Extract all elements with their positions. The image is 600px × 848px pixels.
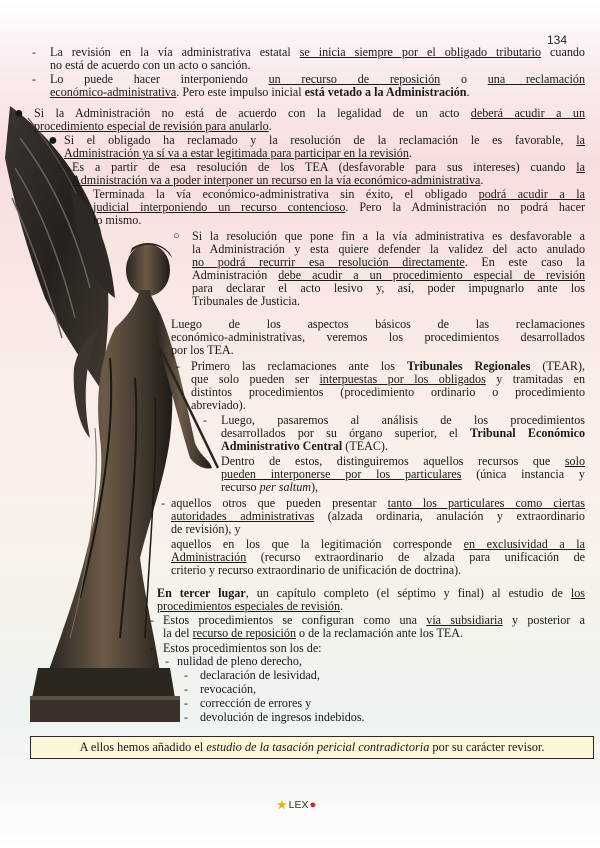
text-line: La revisión en la vía administrativa estatal se inicia siempre por el obligado tributario cuando xyxy=(50,45,585,59)
list-bullet: ○ xyxy=(57,161,64,173)
text-line: Es a partir de esa resolución de los TEA (desfavorable para sus intereses) cuando la xyxy=(72,160,585,174)
text-line: Administración (recurso extraordinario de alzada para unificación de xyxy=(171,550,585,564)
list-bullet: - xyxy=(176,359,180,373)
text-line: Administración debe acudir a un procedimiento especial de revisión xyxy=(192,268,585,282)
text-line: Primero las reclamaciones ante los Tribunales Regionales (TEAR), xyxy=(191,359,585,373)
note-text-after: por su carácter revisor. xyxy=(429,740,545,754)
text-line: Administrativo Central (TEAC). xyxy=(221,439,388,453)
text-line: Administración ya sí va a estar legitimada para participar en la revisión. xyxy=(64,146,412,160)
list-bullet: ○ xyxy=(77,188,84,200)
list-bullet: - xyxy=(32,45,36,59)
text-line: procedimientos especiales de revisión. xyxy=(157,599,344,613)
list-bullet: - xyxy=(32,72,36,86)
text-line: nulidad de pleno derecho, xyxy=(177,654,302,668)
list-bullet: - xyxy=(184,668,188,682)
footer-logo xyxy=(276,797,316,813)
text-line: Administración va a poder interponer un recurso en la vía económico-administrativa. xyxy=(72,173,484,187)
text-line: pueden interponerse por los particulares (única instancia y xyxy=(221,467,585,481)
text-line: que solo pueden ser interpuestas por los obligados y tramitadas en xyxy=(191,372,585,386)
text-line: autoridades administrativas (alzada ordinaria, anulación y extraordinario xyxy=(171,509,585,523)
text-line: declaración de lesividad, xyxy=(200,668,320,682)
text-line: no podrá recurrir esa resolución directamente. En este caso la xyxy=(192,255,585,269)
text-line: desarrollados por su órgano superior, el Tribunal Económico xyxy=(221,426,585,440)
list-bullet: - xyxy=(165,654,169,668)
text-line: la del recurso de reposición o de la reclamación ante los TEA. xyxy=(163,626,464,640)
text-line: aquellos en los que la legitimación corresponde en exclusividad a la xyxy=(171,537,585,551)
text-line: Lo puede hacer interponiendo un recurso de reposición o una reclamación xyxy=(50,72,585,86)
text-line: Si el obligado ha reclamado y la resolución de la reclamación le es favorable, la xyxy=(64,133,585,147)
text-line: Luego de los aspectos básicos de las reclamaciones xyxy=(171,317,585,331)
text-line: económico-administrativa. Pero este impulso inicial está vetado a la Administración. xyxy=(50,85,470,99)
footer-logo-text: LEX xyxy=(288,799,309,811)
list-bullet: - xyxy=(150,641,154,655)
text-line: devolución de ingresos indebidos. xyxy=(200,710,365,724)
text-line: Dentro de estos, distinguiremos aquellos recursos que solo xyxy=(221,454,585,468)
text-line: criterio y recurso extraordinario de unificación de doctrina). xyxy=(171,563,462,577)
note-text-before: A ellos hemos añadido el xyxy=(79,740,207,754)
text-line: Si la Administración no está de acuerdo con la legalidad de un acto deberá acudir a un xyxy=(34,106,585,120)
note-text-italic: estudio de la tasación pericial contradictoria xyxy=(206,740,430,754)
text-line: para declarar el acto lesivo y, así, poder impugnarlo ante los xyxy=(192,281,585,295)
text-line: corrección de errores y xyxy=(200,696,312,710)
list-bullet: - xyxy=(184,710,188,724)
list-bullet: ● xyxy=(48,132,58,149)
text-line: Tribunales de Justicia. xyxy=(192,294,301,308)
list-bullet: - xyxy=(203,413,207,427)
text-line: Luego, pasaremos al análisis de los procedimientos xyxy=(221,413,585,427)
page-number: 134 xyxy=(547,33,568,47)
text-line: distintos procedimientos (procedimiento ordinario o procedimiento xyxy=(191,385,585,399)
text-line: Terminada la vía económico-administrativa sin éxito, el obligado podrá acudir a la xyxy=(93,187,585,201)
text-line: por los TEA. xyxy=(171,343,234,357)
text-line: aquellos otros que pueden presentar tanto los particulares como ciertas xyxy=(171,496,585,510)
list-bullet: ○ xyxy=(173,230,180,242)
text-line: Si la resolución que pone fin a la vía administrativa es desfavorable a xyxy=(192,229,585,243)
text-line: de revisión), y xyxy=(171,522,241,536)
text-line: judicial interponiendo un recurso contencioso. Pero la Administración no podrá hacer xyxy=(93,200,586,214)
drop-icon: ● xyxy=(309,799,317,811)
text-line: abreviado). xyxy=(191,398,246,412)
text-line: Estos procedimientos se configuran como una vía subsidiaria y posterior a xyxy=(163,613,585,627)
text-line: revocación, xyxy=(200,682,257,696)
list-bullet: - xyxy=(150,613,154,627)
text-line: lo mismo. xyxy=(93,213,142,227)
text-line: la Administración y esta quiere defender la validez del acto anulado xyxy=(192,242,585,256)
text-line: económico-administrativas, veremos los procedimientos desarrollados xyxy=(171,330,585,344)
list-bullet: - xyxy=(161,496,165,510)
text-line: Estos procedimientos son los de: xyxy=(163,641,322,655)
text-line: no está de acuerdo con un acto o sanción. xyxy=(50,58,251,72)
text-line: En tercer lugar, un capítulo completo (el séptimo y final) al estudio de los xyxy=(157,586,585,600)
star-icon: ★ xyxy=(276,797,288,812)
text-line: procedimiento especial de revisión para anularlo. xyxy=(34,119,272,133)
list-bullet: - xyxy=(184,682,188,696)
list-bullet: ● xyxy=(14,105,24,122)
text-line: recurso per saltum), xyxy=(221,480,319,494)
note-box xyxy=(30,736,594,759)
list-bullet: - xyxy=(184,696,188,710)
